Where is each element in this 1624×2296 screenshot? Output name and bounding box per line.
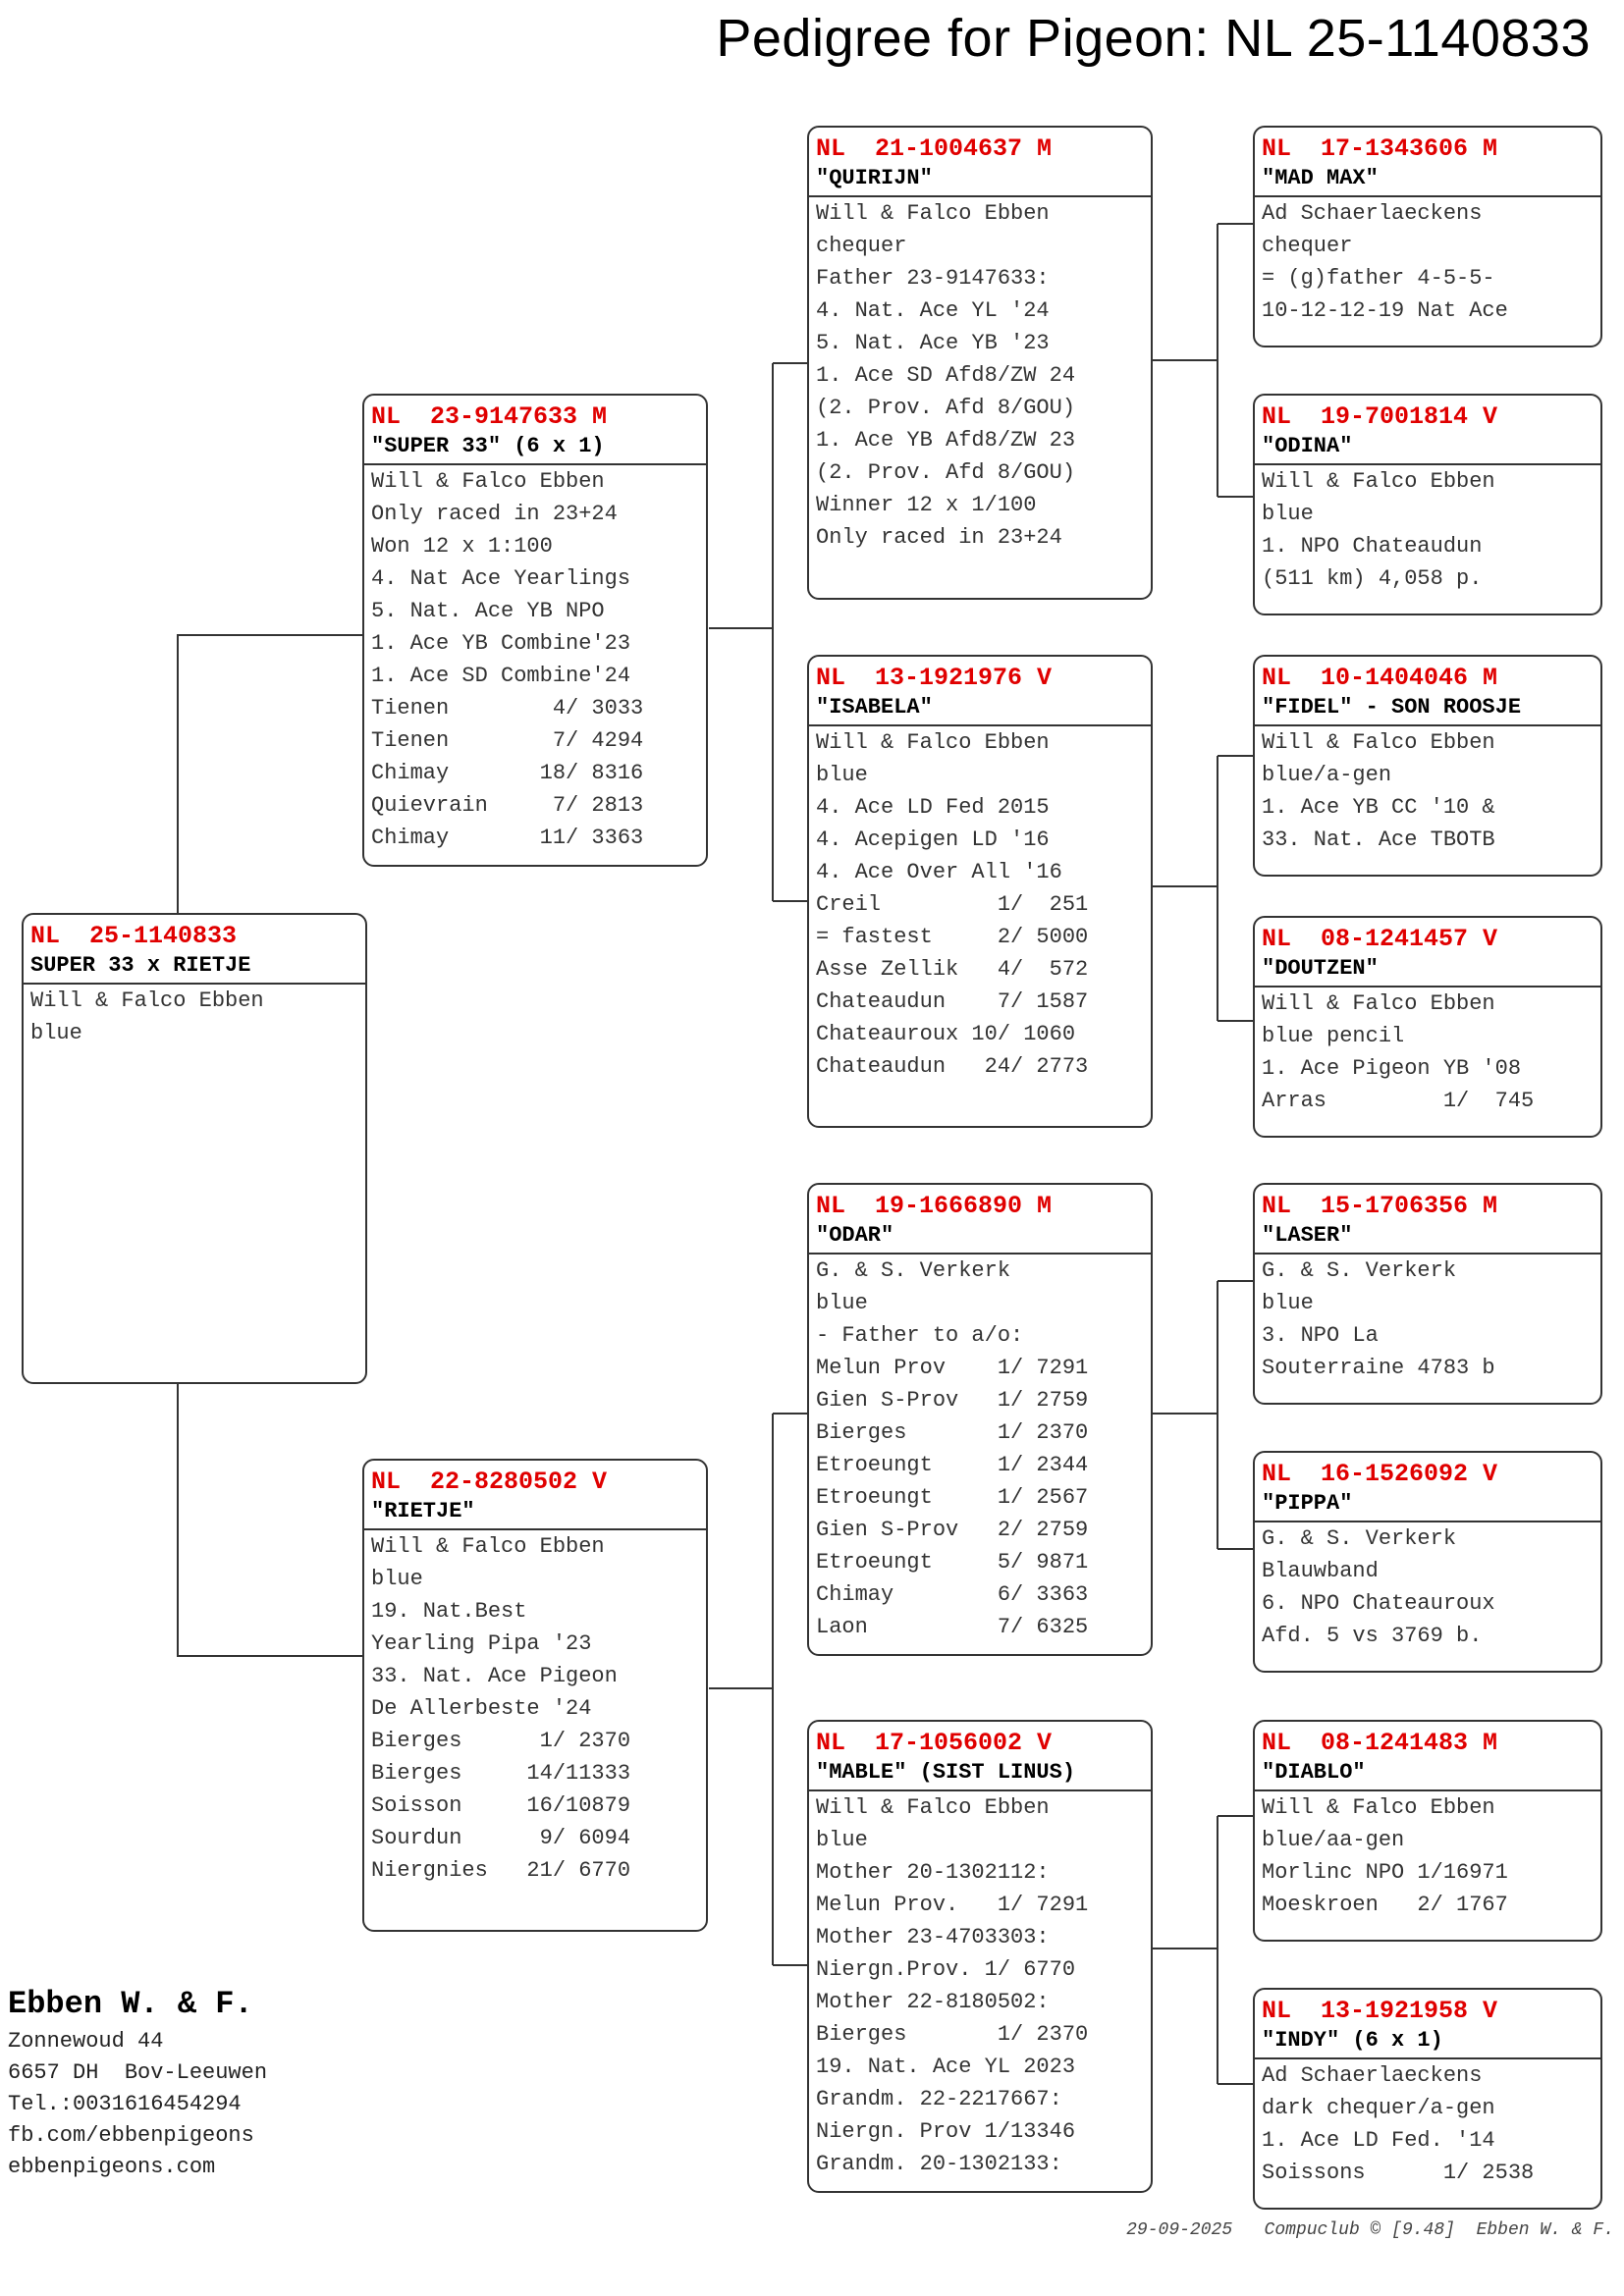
ring-number: NL 22-8280502 V [371, 1468, 608, 1496]
card-line: Soissons 1/ 2538 [1262, 2161, 1535, 2185]
card-line: Etroeungt 5/ 9871 [816, 1550, 1089, 1575]
card-line: Chateauroux 10/ 1060 [816, 1022, 1076, 1046]
page-title: Pedigree for Pigeon: NL 25-1140833 [716, 9, 1591, 68]
card-line: G. & S. Verkerk [1262, 1526, 1457, 1551]
card-line: - Father to a/o: [816, 1323, 1024, 1348]
pigeon-name: "PIPPA" [1255, 1489, 1600, 1522]
card-line: Bierges 1/ 2370 [371, 1729, 631, 1753]
card-line: 3. NPO La [1262, 1323, 1379, 1348]
ring-number: NL 13-1921976 V [816, 664, 1053, 692]
card-line: 33. Nat. Ace TBOTB [1262, 828, 1495, 852]
footer-credit: 29-09-2025 Compuclub © [9.48] Ebben W. & F. [1126, 2220, 1614, 2240]
card-line: 4. Nat. Ace YL '24 [816, 298, 1050, 323]
card-line: Bierges 1/ 2370 [816, 1420, 1089, 1445]
card-line: Afd. 5 vs 3769 b. [1262, 1624, 1483, 1648]
ring-number: NL 15-1706356 M [1262, 1192, 1498, 1220]
ring-number: NL 08-1241483 M [1262, 1729, 1498, 1757]
card-line: 1. Ace Pigeon YB '08 [1262, 1056, 1522, 1081]
card-line: Quievrain 7/ 2813 [371, 793, 644, 818]
card-line: chequer [1262, 234, 1353, 258]
card-line: Will & Falco Ebben [816, 201, 1050, 226]
card-line: (2. Prov. Afd 8/GOU) [816, 460, 1076, 485]
card-line: 1. Ace LD Fed. '14 [1262, 2128, 1495, 2153]
card-line: (2. Prov. Afd 8/GOU) [816, 396, 1076, 420]
card-line: 1. Ace SD Afd8/ZW 24 [816, 363, 1076, 388]
pigeon-name: "MAD MAX" [1255, 164, 1600, 197]
card-line: = (g)father 4-5-5- [1262, 266, 1495, 291]
card-line: Creil 1/ 251 [816, 892, 1089, 917]
card-line: Bierges 14/11333 [371, 1761, 631, 1786]
ring-number: NL 08-1241457 V [1262, 925, 1498, 953]
card-line: Niergnies 21/ 6770 [371, 1858, 631, 1883]
pigeon-name: "RIETJE" [364, 1497, 706, 1530]
card-line: 4. Acepigen LD '16 [816, 828, 1050, 852]
card-line: 1. Ace YB Combine'23 [371, 631, 631, 656]
pigeon-name: "QUIRIJN" [809, 164, 1151, 197]
pigeon-card-dsd[interactable] [1253, 1451, 1602, 1673]
card-line: blue pencil [1262, 1024, 1405, 1048]
ring-number: NL 19-1666890 M [816, 1192, 1053, 1220]
card-line: blue/aa-gen [1262, 1828, 1405, 1852]
card-line: Etroeungt 1/ 2567 [816, 1485, 1089, 1510]
pigeon-name: "INDY" (6 x 1) [1255, 2026, 1600, 2059]
ring-number: NL 25-1140833 [30, 922, 238, 950]
pigeon-card-sire[interactable] [362, 394, 708, 867]
pigeon-name: "SUPER 33" (6 x 1) [364, 432, 706, 465]
pigeon-card-sds[interactable] [1253, 655, 1602, 877]
card-line: Melun Prov. 1/ 7291 [816, 1893, 1089, 1917]
card-line: 6. NPO Chateauroux [1262, 1591, 1495, 1616]
breeder-info [8, 1983, 267, 2183]
pigeon-card-subject[interactable] [22, 913, 367, 1384]
ring-number: NL 23-9147633 M [371, 402, 608, 431]
pigeon-card-ddd[interactable] [1253, 1988, 1602, 2210]
card-line: Tienen 7/ 4294 [371, 728, 644, 753]
card-line: 4. Nat Ace Yearlings [371, 566, 631, 591]
pigeon-name: "FIDEL" - SON ROOSJE [1255, 693, 1600, 726]
card-line: Ad Schaerlaeckens [1262, 2063, 1483, 2088]
card-line: Asse Zellik 4/ 572 [816, 957, 1089, 982]
card-line: 1. Ace SD Combine'24 [371, 664, 631, 688]
card-line: Chimay 18/ 8316 [371, 761, 644, 785]
card-line: Sourdun 9/ 6094 [371, 1826, 631, 1850]
card-line: Niergn.Prov. 1/ 6770 [816, 1957, 1076, 1982]
card-line: Souterraine 4783 b [1262, 1356, 1495, 1380]
pigeon-card-sdd[interactable] [1253, 916, 1602, 1138]
ring-number: NL 10-1404046 M [1262, 664, 1498, 692]
pigeon-card-dam-sire[interactable] [807, 1183, 1153, 1656]
card-line: Ad Schaerlaeckens [1262, 201, 1483, 226]
pigeon-card-sire-sire[interactable] [807, 126, 1153, 600]
card-line: (511 km) 4,058 p. [1262, 566, 1483, 591]
card-line: = fastest 2/ 5000 [816, 925, 1089, 949]
card-line: Tienen 4/ 3033 [371, 696, 644, 721]
pigeon-card-ssd[interactable] [1253, 394, 1602, 615]
pigeon-name: SUPER 33 x RIETJE [24, 951, 365, 985]
card-line: Only raced in 23+24 [371, 502, 618, 526]
breeder-city: 6657 DH Bov-Leeuwen [8, 2060, 268, 2085]
card-line: Will & Falco Ebben [1262, 469, 1495, 494]
card-line: blue [1262, 1291, 1314, 1315]
breeder-facebook[interactable]: fb.com/ebbenpigeons [8, 2123, 254, 2148]
card-line: De Allerbeste '24 [371, 1696, 592, 1721]
card-line: Moeskroen 2/ 1767 [1262, 1893, 1508, 1917]
card-line: Grandm. 22-2217667: [816, 2087, 1062, 2111]
card-line: Father 23-9147633: [816, 266, 1050, 291]
card-line: dark chequer/a-gen [1262, 2096, 1495, 2120]
card-line: Only raced in 23+24 [816, 525, 1062, 550]
pigeon-name: "DOUTZEN" [1255, 954, 1600, 988]
card-line: 5. Nat. Ace YB '23 [816, 331, 1050, 355]
card-line: 4. Ace LD Fed 2015 [816, 795, 1050, 820]
card-line: Blauwband [1262, 1559, 1379, 1583]
ring-number: NL 17-1056002 V [816, 1729, 1053, 1757]
breeder-name: Ebben W. & F. [8, 1986, 253, 2022]
card-line: Chateaudun 24/ 2773 [816, 1054, 1089, 1079]
pigeon-name: "DIABLO" [1255, 1758, 1600, 1791]
card-line: 4. Ace Over All '16 [816, 860, 1062, 884]
card-line: Won 12 x 1:100 [371, 534, 553, 559]
pigeon-name: "ODINA" [1255, 432, 1600, 465]
card-line: blue/a-gen [1262, 763, 1392, 787]
card-line: 1. Ace YB CC '10 & [1262, 795, 1495, 820]
card-line: Gien S-Prov 2/ 2759 [816, 1518, 1089, 1542]
card-line: Chimay 6/ 3363 [816, 1582, 1089, 1607]
breeder-address: Zonnewoud 44 [8, 2029, 164, 2054]
breeder-phone[interactable]: Tel.:0031616454294 [8, 2092, 242, 2116]
card-line: Will & Falco Ebben [1262, 991, 1495, 1016]
pigeon-card-dds[interactable] [1253, 1720, 1602, 1942]
pigeon-card-dss[interactable] [1253, 1183, 1602, 1405]
card-line: chequer [816, 234, 907, 258]
card-line: Bierges 1/ 2370 [816, 2022, 1089, 2047]
card-line: Mother 22-8180502: [816, 1990, 1050, 2014]
card-line: Will & Falco Ebben [816, 730, 1050, 755]
pigeon-card-dam[interactable] [362, 1459, 708, 1932]
card-line: Mother 23-4703303: [816, 1925, 1050, 1949]
card-line: Will & Falco Ebben [371, 1534, 605, 1559]
card-line: blue [371, 1567, 423, 1591]
card-line: 19. Nat.Best [371, 1599, 527, 1624]
ring-number: NL 16-1526092 V [1262, 1460, 1498, 1488]
card-line: blue [816, 1291, 868, 1315]
card-line: 33. Nat. Ace Pigeon [371, 1664, 618, 1688]
ring-number: NL 19-7001814 V [1262, 402, 1498, 431]
card-line: Yearling Pipa '23 [371, 1631, 592, 1656]
card-line: Will & Falco Ebben [30, 988, 264, 1013]
card-line: Morlinc NPO 1/16971 [1262, 1860, 1508, 1885]
card-line: Niergn. Prov 1/13346 [816, 2119, 1076, 2144]
breeder-website[interactable]: ebbenpigeons.com [8, 2155, 216, 2179]
card-line: blue [816, 763, 868, 787]
card-line: Will & Falco Ebben [816, 1795, 1050, 1820]
card-line: Winner 12 x 1/100 [816, 493, 1037, 517]
card-line: 1. NPO Chateaudun [1262, 534, 1483, 559]
card-line: Mother 20-1302112: [816, 1860, 1050, 1885]
ring-number: NL 13-1921958 V [1262, 1997, 1498, 2025]
card-line: blue [816, 1828, 868, 1852]
pigeon-name: "ISABELA" [809, 693, 1151, 726]
pigeon-name: "ODAR" [809, 1221, 1151, 1255]
card-line: blue [30, 1021, 82, 1045]
card-line: Chateaudun 7/ 1587 [816, 989, 1089, 1014]
card-line: G. & S. Verkerk [816, 1258, 1011, 1283]
pigeon-card-dam-dam[interactable] [807, 1720, 1153, 2193]
card-line: Laon 7/ 6325 [816, 1615, 1089, 1639]
ring-number: NL 21-1004637 M [816, 134, 1053, 163]
pigeon-card-sss[interactable] [1253, 126, 1602, 347]
card-line: Will & Falco Ebben [1262, 730, 1495, 755]
card-line: 5. Nat. Ace YB NPO [371, 599, 605, 623]
card-line: Chimay 11/ 3363 [371, 826, 644, 850]
card-line: 19. Nat. Ace YL 2023 [816, 2055, 1076, 2079]
card-line: Will & Falco Ebben [371, 469, 605, 494]
card-line: Will & Falco Ebben [1262, 1795, 1495, 1820]
card-line: Melun Prov 1/ 7291 [816, 1356, 1089, 1380]
card-line: Grandm. 20-1302133: [816, 2152, 1062, 2176]
card-line: 1. Ace YB Afd8/ZW 23 [816, 428, 1076, 453]
pigeon-card-sire-dam[interactable] [807, 655, 1153, 1128]
pigeon-name: "MABLE" (SIST LINUS) [809, 1758, 1151, 1791]
card-line: Gien S-Prov 1/ 2759 [816, 1388, 1089, 1413]
card-line: Arras 1/ 745 [1262, 1089, 1535, 1113]
card-line: Soisson 16/10879 [371, 1793, 631, 1818]
pigeon-name: "LASER" [1255, 1221, 1600, 1255]
card-line: G. & S. Verkerk [1262, 1258, 1457, 1283]
card-line: Etroeungt 1/ 2344 [816, 1453, 1089, 1477]
card-line: blue [1262, 502, 1314, 526]
ring-number: NL 17-1343606 M [1262, 134, 1498, 163]
card-line: 10-12-12-19 Nat Ace [1262, 298, 1508, 323]
